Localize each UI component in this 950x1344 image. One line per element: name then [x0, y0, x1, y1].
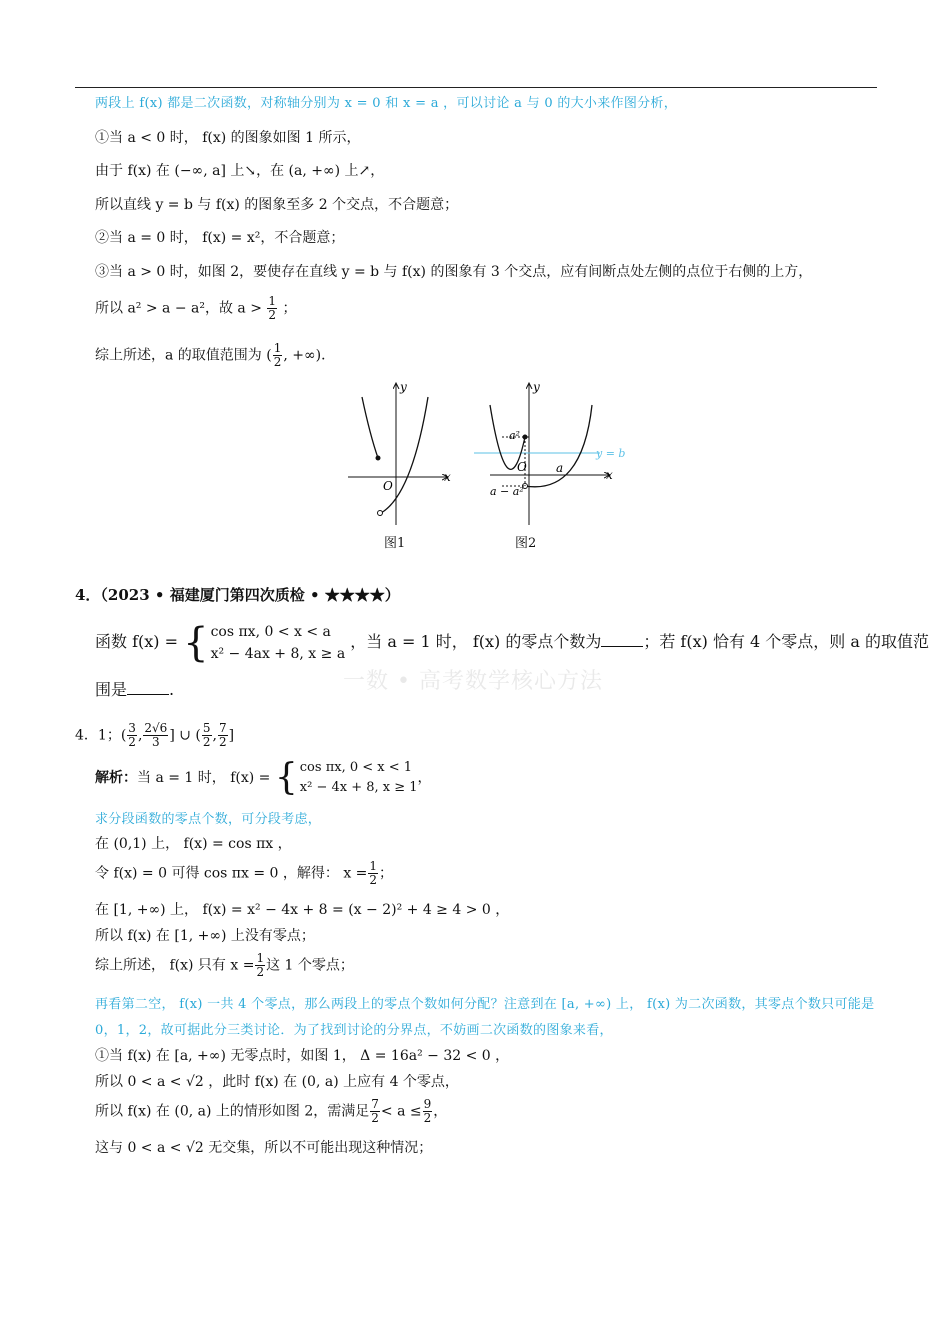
analysis-l1: 在 (0,1) 上， f(x) = cos πx ， — [95, 836, 292, 852]
case1-mono-line: 由于 f(x) 在 (−∞, a] 上↘，在 (a, +∞) 上↗， — [95, 163, 385, 179]
case3-ineq-text: 所以 a² > a − a²，故 a > — [95, 300, 262, 317]
x-label: x — [444, 470, 451, 484]
figure-1 — [340, 375, 460, 530]
analysis-c1: ①当 f(x) 在 [a, +∞) 无零点时，如图 1， Δ = 16a² − 32 < 0 ， — [95, 1048, 510, 1064]
case3-line: ③当 a > 0 时，如图 2，要使存在直线 y = b 与 f(x) 的图象有 3 个交点，应有间断点处左侧的点位于右侧的上方， — [95, 264, 813, 280]
a-label: a — [556, 461, 564, 475]
watermark: 一数 • 高考数学核心方法 — [343, 669, 603, 694]
case1-line: ①当 a < 0 时， f(x) 的图象如图 1 所示， — [95, 130, 361, 146]
a2-label: a² — [509, 429, 520, 442]
analysis-c4: 这与 0 < a < √2 无交集，所以不可能出现这种情况； — [95, 1140, 433, 1156]
left-branch — [362, 397, 378, 458]
case1-conclusion: 所以直线 y = b 与 f(x) 的图象至多 2 个交点，不合题意； — [95, 197, 459, 213]
figure-2 — [472, 375, 642, 530]
a-minus-a2-label: a − a² — [490, 485, 524, 498]
hint-2: 再看第二空， f(x) 一共 4 个零点，那么两段上的零点个数如何分配？注意到在 [a, +∞) 上， f(x) 为二次函数，其零点个数只可能是 0，1，2，故可据此分三类讨论．为了找到讨论的分界点，不妨画二次函数的图象来看， — [95, 997, 875, 1038]
origin-label: O — [517, 460, 527, 474]
analysis-l3: 在 [1, +∞) 上， f(x) = x² − 4x + 8 = (x − 2)² + 4 ≥ 4 > 0 ， — [95, 902, 510, 918]
case2-line: ②当 a = 0 时， f(x) = x²，不合题意； — [95, 230, 345, 246]
analysis-l5: 综上所述， f(x) 只有 x = $\frac{1}{2}$ 这 1 个零点； — [95, 951, 354, 979]
case3-inequality: 所以 a² > a − a²，故 a > $\frac{1}{2}$ ； — [95, 294, 297, 322]
fraction: $\frac{1}{2}$ — [268, 294, 277, 322]
question-4-line-2: 围是 . — [95, 680, 175, 699]
analysis-c3: 所以 f(x) 在 (0, a) 上的情形如图 2，需满足 $\frac{7}{2}$ < a ≤ $\frac{9}{2}$ ， — [95, 1097, 448, 1125]
analysis-line: 解析：当 a = 1 时， f(x) = { cos πx, 0 < x < 1 x² − 4x + 8, x ≥ 1 ， — [95, 757, 432, 798]
analysis-c2: 所以 0 < a < √2 ，此时 f(x) 在 (0, a) 上应有 4 个零点， — [95, 1074, 459, 1090]
closed-endpoint — [376, 456, 381, 461]
right-branch — [381, 397, 428, 513]
hint-line: 两段上 f(x) 都是二次函数，对称轴分别为 x = 0 和 x = a ，可以讨论 a 与 0 的大小来作图分析， — [95, 96, 678, 111]
question-4-header: 4．（2023 • 福建厦门第四次质检 • ★★★★） — [75, 586, 400, 604]
origin-label: O — [383, 479, 393, 493]
hint-1: 求分段函数的零点个数，可分段考虑， — [95, 812, 322, 827]
y-label: y — [533, 380, 540, 394]
open-endpoint — [378, 511, 383, 516]
answer-blank-2 — [127, 680, 169, 695]
answer-blank-1 — [601, 632, 643, 647]
piecewise: { cos πx, 0 < x < a x² − 4ax + 8, x ≥ a — [183, 619, 346, 666]
y-eq-b-label: y = b — [596, 447, 626, 460]
y-label: y — [400, 380, 407, 394]
figure-1-caption: 图1 — [384, 536, 406, 551]
x-label: x — [606, 468, 613, 482]
analysis-l2: 令 f(x) = 0 可得 cos πx = 0 ，解得： x = $\frac{1}{2}$ ； — [95, 859, 394, 887]
analysis-l4: 所以 f(x) 在 [1, +∞) 上没有零点； — [95, 928, 315, 944]
fraction: $\frac{1}{2}$ — [273, 341, 282, 369]
top-rule — [75, 87, 877, 88]
summary-line: 综上所述，a 的取值范围为 ( $\frac{1}{2}$ , +∞)． — [95, 341, 336, 369]
question-4-statement: 函数 f(x) = { cos πx, 0 < x < a x² − 4ax + 8, x ≥ a ，当 a = 1 时， f(x) 的零点个数为 ；若 f(x) 恰有 4 个零点，则 a 的取值范 — [95, 619, 930, 666]
answer-4-line: 4．1；( $\frac{3}{2}$ , $\frac{2√6}{3}$ ] ∪ ( $\frac{5}{2}$ , $\frac{7}{2}$ ] — [75, 721, 235, 749]
figure-2-caption: 图2 — [515, 536, 537, 551]
